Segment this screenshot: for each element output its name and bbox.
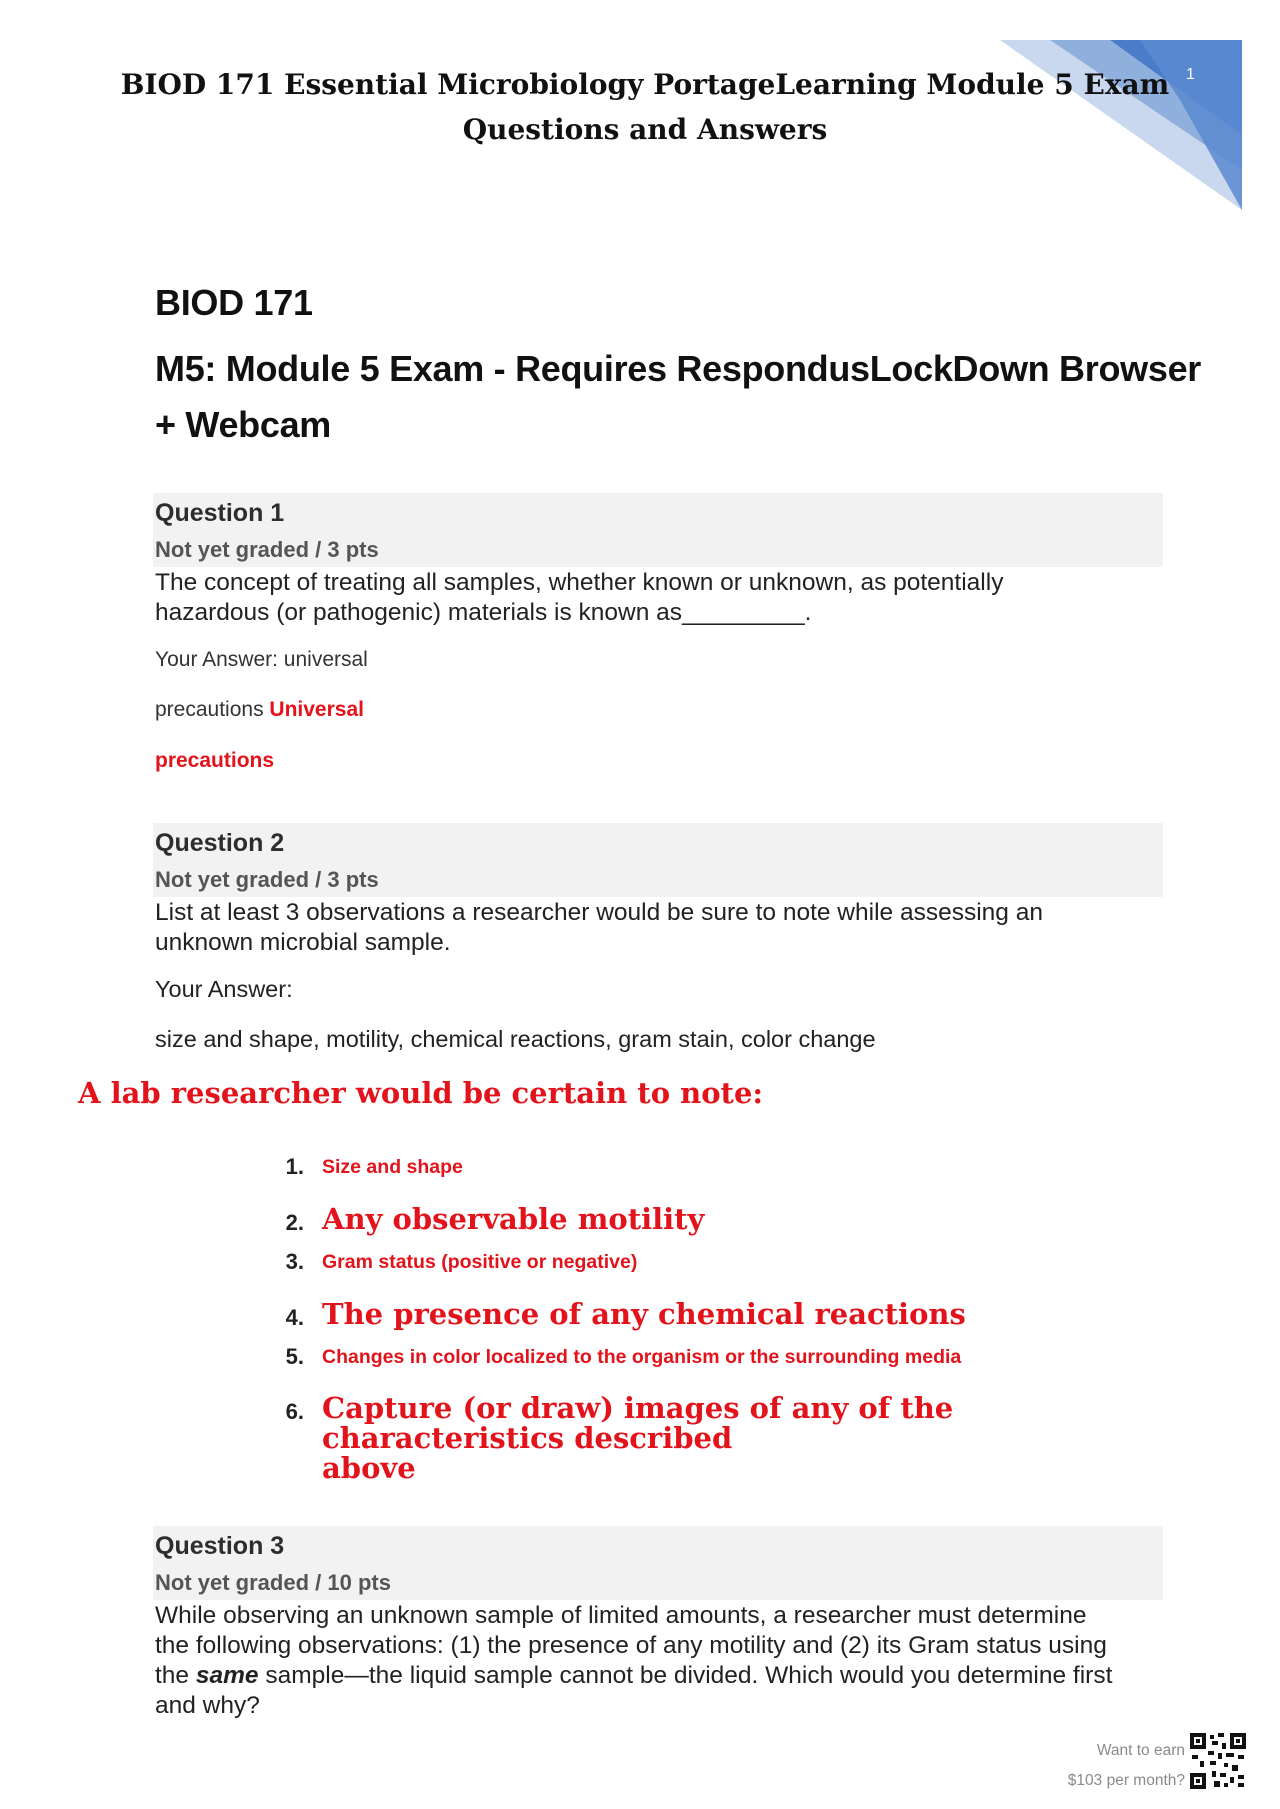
document-title-line2: Questions and Answers: [462, 113, 828, 146]
list-item-chemical-reactions: The presence of any chemical reactions: [322, 1297, 966, 1331]
list-item-number: 5.: [285, 1344, 304, 1369]
question-3-text-line3-start: the: [155, 1662, 196, 1689]
list-item-motility: Any observable motility: [322, 1202, 705, 1236]
question-1-correct-answer-part1: Universal: [269, 698, 364, 721]
question-3-emphasis: same: [195, 1662, 259, 1689]
list-item-size-shape: Size and shape: [322, 1156, 463, 1178]
question-1-answer-line1: Your Answer: universal: [155, 648, 368, 671]
question-3-text-line2: the following observations: (1) the presence of any motility and (2) its Gram status using: [155, 1632, 1107, 1659]
list-item-color-changes: Changes in color localized to the organism or the surrounding media: [322, 1346, 962, 1368]
document-title: [100, 62, 1190, 152]
question-2-text: [155, 898, 1165, 958]
list-item-capture-images-line1: Capture (or draw) images of any of the characteristics described: [322, 1391, 954, 1455]
list-item-number: 1.: [285, 1154, 304, 1179]
question-3-title: Question 3: [155, 1532, 285, 1560]
document-title-line1: BIOD 171 Essential Microbiology PortageLearning Module 5 Exam: [120, 68, 1170, 101]
question-3-text: [155, 1601, 1165, 1721]
list-item-number: 4.: [285, 1305, 304, 1330]
promo-text-line1[interactable]: Want to earn: [1096, 1742, 1185, 1759]
module-heading-line1: M5: Module 5 Exam - Requires RespondusLockDown Browser: [155, 348, 1201, 389]
question-3-text-line4: and why?: [155, 1692, 260, 1719]
question-1-answer-plain: precautions: [155, 698, 264, 721]
page-number: 1: [1186, 66, 1195, 83]
list-item-gram-status: Gram status (positive or negative): [322, 1251, 638, 1273]
correct-answer-heading: A lab researcher would be certain to note:: [78, 1076, 764, 1110]
question-1-text-line2: hazardous (or pathogenic) materials is known as_________.: [155, 599, 812, 626]
list-item-number: 3.: [285, 1249, 304, 1274]
question-1-title: Question 1: [155, 499, 285, 527]
list-item-number: 2.: [285, 1210, 304, 1235]
question-2-text-line2: unknown microbial sample.: [155, 929, 451, 956]
question-3-text-line1: While observing an unknown sample of limited amounts, a researcher must determine: [155, 1602, 1087, 1629]
qr-code-icon[interactable]: [1190, 1733, 1246, 1789]
list-item-capture-images-line2: above: [322, 1451, 416, 1485]
question-3-text-line3: [155, 1661, 1165, 1691]
question-3-status: Not yet graded / 10 pts: [155, 1570, 391, 1595]
question-1-correct-answer-part2: precautions: [155, 749, 275, 772]
question-1-text: [155, 568, 1165, 628]
question-2-answer-text: size and shape, motility, chemical reactions, gram stain, color change: [155, 1026, 876, 1052]
module-heading-line2: + Webcam: [155, 404, 332, 445]
question-3-text-line3-end: sample—the liquid sample cannot be divided. Which would you determine first: [258, 1662, 1113, 1689]
promo-text-line2[interactable]: $103 per month?: [1067, 1772, 1185, 1789]
question-2-title: Question 2: [155, 829, 285, 857]
question-2-status: Not yet graded / 3 pts: [155, 867, 379, 892]
question-1-status: Not yet graded / 3 pts: [155, 537, 379, 562]
list-item-capture-images: [322, 1393, 1202, 1483]
question-1-text-line1: The concept of treating all samples, whether known or unknown, as potentially: [155, 569, 1004, 596]
course-heading: BIOD 171: [155, 282, 313, 323]
question-2-text-line1: List at least 3 observations a researcher would be sure to note while assessing an: [155, 899, 1043, 926]
question-1-answer-line2: [155, 698, 364, 722]
list-item-number: 6.: [285, 1399, 304, 1424]
question-2-answer-label: Your Answer:: [155, 976, 293, 1002]
